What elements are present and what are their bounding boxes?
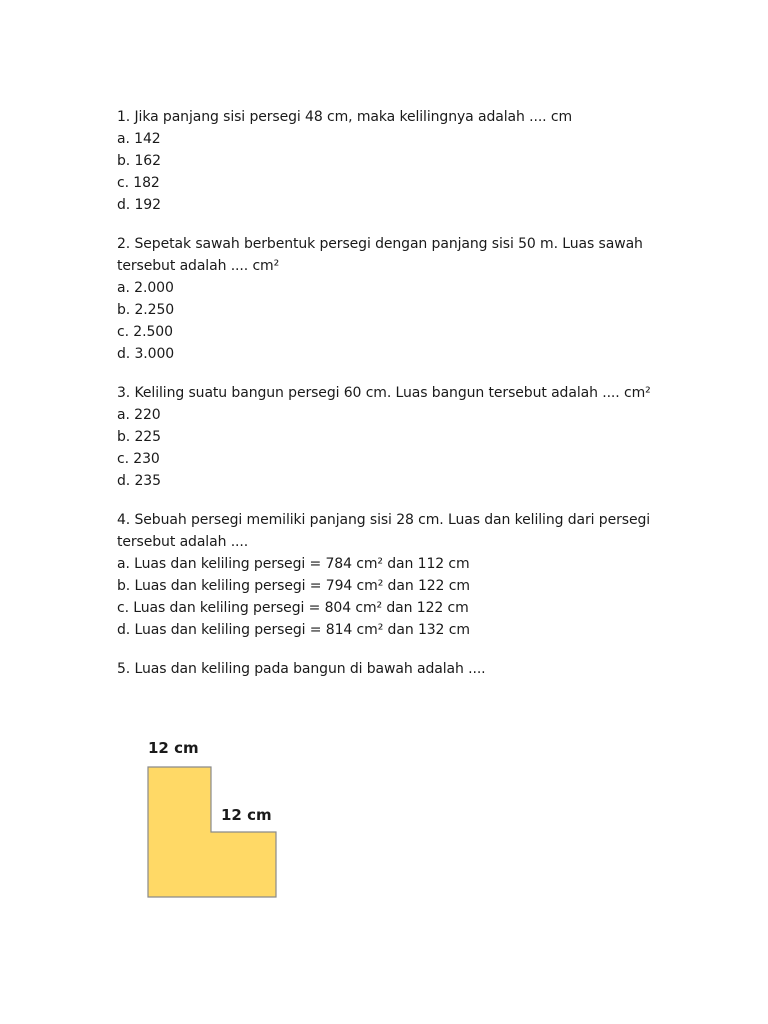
answer-option: c. 182 xyxy=(117,175,160,191)
answer-option: c. 2.500 xyxy=(117,324,173,340)
answer-option: b. 2.250 xyxy=(117,302,175,318)
answer-option: a. 220 xyxy=(117,407,161,423)
answer-option: b. Luas dan keliling persegi = 794 cm² dan 122 cm xyxy=(117,578,470,594)
l-shape-figure xyxy=(145,734,285,900)
answer-option: d. 235 xyxy=(117,473,161,489)
answer-option: a. 2.000 xyxy=(117,280,174,296)
question-text: 1. Jika panjang sisi persegi 48 cm, maka kelilingnya adalah .... cm xyxy=(117,109,572,125)
answer-option: d. 192 xyxy=(117,197,161,213)
l-shape-polygon xyxy=(148,767,276,897)
answer-option: d. 3.000 xyxy=(117,346,175,362)
answer-option: c. Luas dan keliling persegi = 804 cm² dan 122 cm xyxy=(117,600,469,616)
question-3 xyxy=(117,382,657,492)
question-2 xyxy=(117,233,657,365)
side-dimension-label: 12 cm xyxy=(221,806,272,824)
answer-option: a. Luas dan keliling persegi = 784 cm² dan 112 cm xyxy=(117,556,470,572)
answer-option: a. 142 xyxy=(117,131,161,147)
top-dimension-label: 12 cm xyxy=(148,739,199,757)
question-4 xyxy=(117,509,657,641)
worksheet xyxy=(117,106,657,697)
question-text: 5. Luas dan keliling pada bangun di bawah adalah .... xyxy=(117,661,486,677)
question-text: 4. Sebuah persegi memiliki panjang sisi 28 cm. Luas dan keliling dari persegi tersebut adalah .... xyxy=(117,512,651,550)
question-text: 3. Keliling suatu bangun persegi 60 cm. Luas bangun tersebut adalah .... cm² xyxy=(117,385,651,401)
answer-option: c. 230 xyxy=(117,451,160,467)
question-1 xyxy=(117,106,657,216)
question-5 xyxy=(117,658,657,680)
answer-option: d. Luas dan keliling persegi = 814 cm² dan 132 cm xyxy=(117,622,470,638)
l-shape-diagram xyxy=(145,734,285,900)
answer-option: b. 225 xyxy=(117,429,161,445)
answer-option: b. 162 xyxy=(117,153,161,169)
question-text: 2. Sepetak sawah berbentuk persegi dengan panjang sisi 50 m. Luas sawah tersebut adalah .... cm² xyxy=(117,236,643,274)
